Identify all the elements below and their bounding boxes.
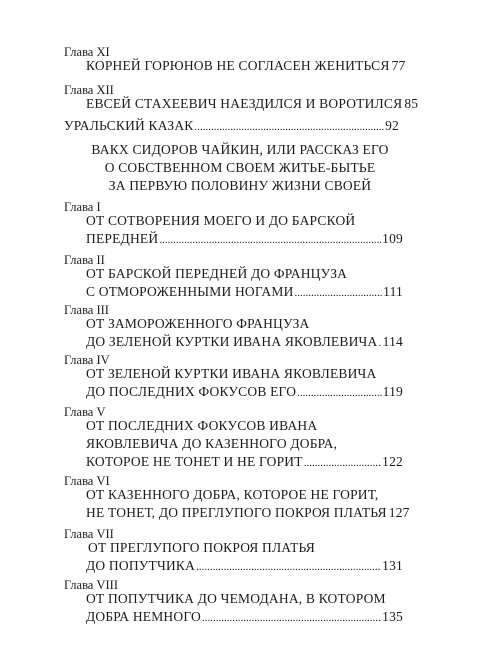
leader-dots bbox=[196, 558, 381, 576]
chapter-title: НЕ ТОНЕТ, ДО ПРЕГЛУПОГО ПОКРОЯ ПЛАТЬЯ bbox=[86, 505, 387, 520]
chapter-label: Глава V bbox=[64, 405, 106, 419]
chapter-title-line: ОТ ЗАМОРОЖЕННОГО ФРАНЦУЗА bbox=[86, 316, 310, 331]
leader-dots bbox=[297, 384, 381, 402]
page-number: 85 bbox=[404, 96, 419, 111]
chapter-label: Глава VII bbox=[64, 527, 114, 541]
leader-dots bbox=[159, 231, 381, 249]
toc-line-with-page bbox=[86, 453, 403, 472]
chapter-title-line: ЯКОВЛЕВИЧА ДО КАЗЕННОГО ДОБРА, bbox=[86, 436, 338, 451]
chapter-title: КОТОРОЕ НЕ ТОНЕТ И НЕ ГОРИТ bbox=[86, 454, 303, 469]
toc-line-with-page bbox=[86, 57, 406, 76]
toc-line-with-page bbox=[86, 333, 403, 352]
toc-line-with-page bbox=[86, 557, 403, 576]
chapter-label: Глава XII bbox=[64, 83, 114, 97]
section-heading-line: О СОБСТВЕННОМ СВОЕМ ЖИТЬЕ-БЫТЬЕ bbox=[104, 160, 376, 175]
chapter-title: ЕВСЕЙ СТАХЕЕВИЧ НАЕЗДИЛСЯ И ВОРОТИЛСЯ bbox=[86, 96, 403, 111]
section-heading-line: ЗА ПЕРВУЮ ПОЛОВИНУ ЖИЗНИ СВОЕЙ bbox=[108, 178, 372, 193]
chapter-label: Глава I bbox=[64, 200, 101, 214]
chapter-title-line: ОТ ПОПУТЧИКА ДО ЧЕМОДАНА, В КОТОРОМ bbox=[86, 591, 386, 606]
chapter-label: Глава VI bbox=[64, 474, 110, 488]
chapter-title-line: ОТ СОТВОРЕНИЯ МОЕГО И ДО БАРСКОЙ bbox=[86, 213, 356, 228]
toc-line-with-page bbox=[86, 504, 410, 523]
chapter-title: ДО ЗЕЛЕНОЙ КУРТКИ ИВАНА ЯКОВЛЕВИЧА bbox=[86, 334, 378, 349]
page-number: 122 bbox=[382, 454, 403, 469]
chapter-title: ДОБРА НЕМНОГО bbox=[86, 609, 201, 624]
page-number: 111 bbox=[383, 284, 403, 299]
leader-dots bbox=[202, 609, 381, 627]
toc-line-with-page bbox=[86, 608, 403, 627]
page-number: 135 bbox=[382, 609, 403, 624]
section-title: УРАЛЬСКИЙ КАЗАК bbox=[64, 118, 194, 133]
toc-line-with-page bbox=[86, 230, 403, 249]
leader-dots bbox=[194, 118, 384, 136]
chapter-label: Глава VIII bbox=[64, 578, 118, 592]
chapter-title-line: ОТ КАЗЕННОГО ДОБРА, КОТОРОЕ НЕ ГОРИТ, bbox=[86, 487, 379, 502]
chapter-title-line: ОТ БАРСКОЙ ПЕРЕДНЕЙ ДО ФРАНЦУЗА bbox=[86, 266, 348, 281]
chapter-label: Глава II bbox=[64, 253, 105, 267]
leader-dots bbox=[295, 284, 383, 302]
chapter-title: ДО ПОПУТЧИКА bbox=[86, 558, 196, 573]
page-number: 109 bbox=[382, 231, 403, 246]
page-number: 131 bbox=[382, 558, 403, 573]
toc-line-with-page bbox=[86, 383, 403, 402]
page-number: 127 bbox=[388, 505, 410, 520]
chapter-title: ДО ПОСЛЕДНИХ ФОКУСОВ ЕГО bbox=[86, 384, 297, 399]
page-number: 114 bbox=[382, 334, 403, 349]
chapter-title: КОРНЕЙ ГОРЮНОВ НЕ СОГЛАСЕН ЖЕНИТЬСЯ bbox=[86, 58, 390, 73]
leader-dots bbox=[304, 454, 381, 472]
chapter-title-line: ОТ ПРЕГЛУПОГО ПОКРОЯ ПЛАТЬЯ bbox=[88, 540, 315, 555]
leader-dots bbox=[378, 334, 381, 352]
chapter-label: Глава XI bbox=[64, 45, 110, 59]
toc-line-with-page bbox=[64, 117, 399, 136]
chapter-title: С ОТМОРОЖЕННЫМИ НОГАМИ bbox=[86, 284, 294, 299]
page-number: 119 bbox=[382, 384, 403, 399]
toc-line-with-page bbox=[86, 95, 419, 114]
section-heading-line: ВАКХ СИДОРОВ ЧАЙКИН, ИЛИ РАССКАЗ ЕГО bbox=[91, 142, 389, 157]
page-number: 77 bbox=[391, 58, 406, 73]
chapter-label: Глава III bbox=[64, 303, 109, 317]
chapter-title: ПЕРЕДНЕЙ bbox=[86, 231, 159, 246]
page-number: 92 bbox=[385, 118, 399, 133]
chapter-label: Глава IV bbox=[64, 353, 110, 367]
toc-line-with-page bbox=[86, 283, 403, 302]
chapter-title-line: ОТ ЗЕЛЕНОЙ КУРТКИ ИВАНА ЯКОВЛЕВИЧА bbox=[86, 366, 377, 381]
chapter-title-line: ОТ ПОСЛЕДНИХ ФОКУСОВ ИВАНА bbox=[86, 418, 318, 433]
